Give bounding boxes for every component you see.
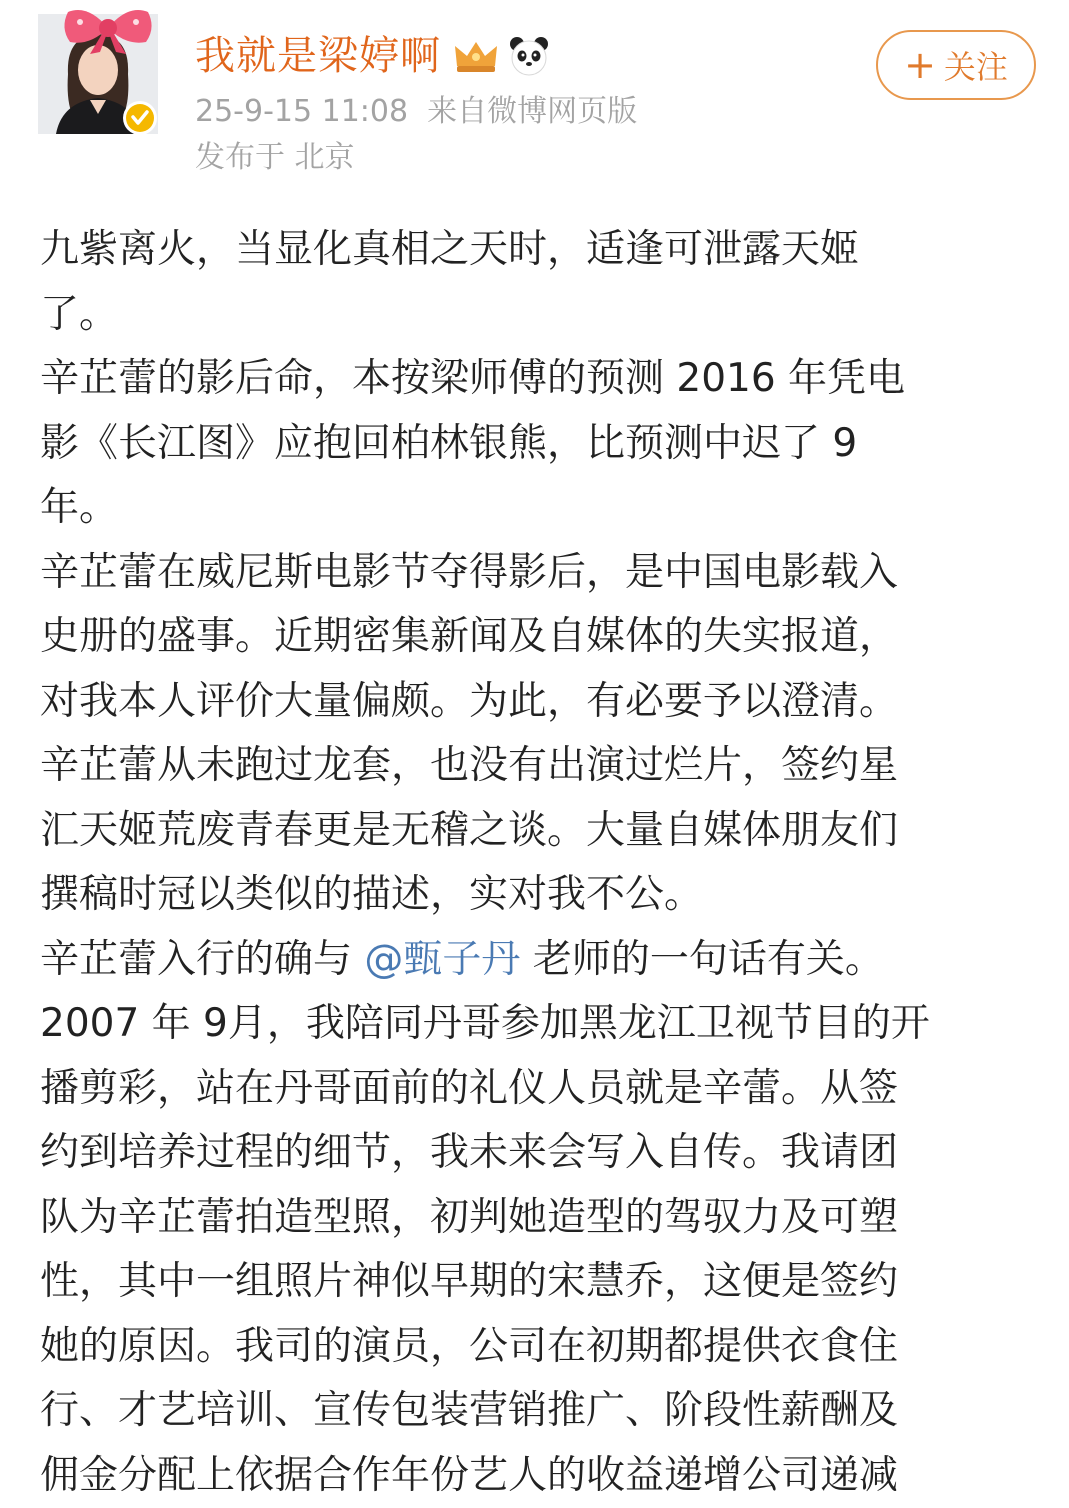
- post-line: 她的原因。我司的演员，公司在初期都提供衣食住: [40, 1315, 1040, 1380]
- mention-link[interactable]: @甄子丹: [364, 937, 520, 982]
- post-line: 影《长江图》应抱回柏林银熊，比预测中迟了 9: [40, 412, 1040, 477]
- post-line: 约到培养过程的细节，我未来会写入自传。我请团: [40, 1121, 1040, 1186]
- post-line: 性，其中一组照片神似早期的宋慧乔，这便是签约: [40, 1250, 1040, 1315]
- post-timestamp[interactable]: 25-9-15 11:08: [195, 94, 408, 129]
- post-line: 了。: [40, 283, 1040, 348]
- verified-icon: [122, 100, 158, 136]
- panda-icon: [507, 34, 551, 78]
- post-source: 来自微博网页版: [427, 94, 637, 129]
- post-line: 辛芷蕾的影后命，本按梁师傅的预测 2016 年凭电: [40, 347, 1040, 412]
- post-line: 辛芷蕾从未跑过龙套，也没有出演过烂片，签约星: [40, 734, 1040, 799]
- post-body: [40, 218, 1040, 1508]
- post-line: 佣金分配上依据合作年份艺人的收益递增公司递减: [40, 1444, 1040, 1508]
- post-line: 九紫离火，当显化真相之天时，适逢可泄露天姬: [40, 218, 1040, 283]
- post-line: 汇天姬荒废青春更是无稽之谈。大量自媒体朋友们: [40, 799, 1040, 864]
- post-line: 撰稿时冠以类似的描述，实对我不公。: [40, 863, 1040, 928]
- mention-suffix-text: 老师的一句话有关。: [520, 937, 883, 982]
- post-line: 对我本人评价大量偏颇。为此，有必要予以澄清。: [40, 670, 1040, 735]
- follow-button[interactable]: [876, 30, 1036, 100]
- post-line: 史册的盛事。近期密集新闻及自媒体的失实报道，: [40, 605, 1040, 670]
- plus-icon: +: [904, 46, 936, 84]
- post-line: 队为辛芷蕾拍造型照，初判她造型的驾驭力及可塑: [40, 1186, 1040, 1251]
- post-line: 播剪彩，站在丹哥面前的礼仪人员就是辛蕾。从签: [40, 1057, 1040, 1122]
- follow-label: 关注: [944, 42, 1008, 88]
- post-line: 辛芷蕾在威尼斯电影节夺得影后，是中国电影载入: [40, 541, 1040, 606]
- avatar-container[interactable]: [38, 14, 158, 134]
- vip-crown-icon[interactable]: [451, 36, 501, 76]
- mention-prefix-text: 辛芷蕾入行的确与: [40, 937, 364, 982]
- post-line: 年。: [40, 476, 1040, 541]
- post-line-with-mention: [40, 928, 1040, 993]
- username[interactable]: 我就是梁婷啊: [195, 30, 441, 82]
- post-meta: [195, 92, 637, 132]
- post-line: 2007 年 9月，我陪同丹哥参加黑龙江卫视节目的开: [40, 992, 1040, 1057]
- post-line: 行、才艺培训、宣传包装营销推广、阶段性薪酬及: [40, 1379, 1040, 1444]
- username-row: [195, 26, 551, 86]
- bow-icon: [58, 0, 158, 56]
- post-location: 发布于 北京: [195, 138, 355, 178]
